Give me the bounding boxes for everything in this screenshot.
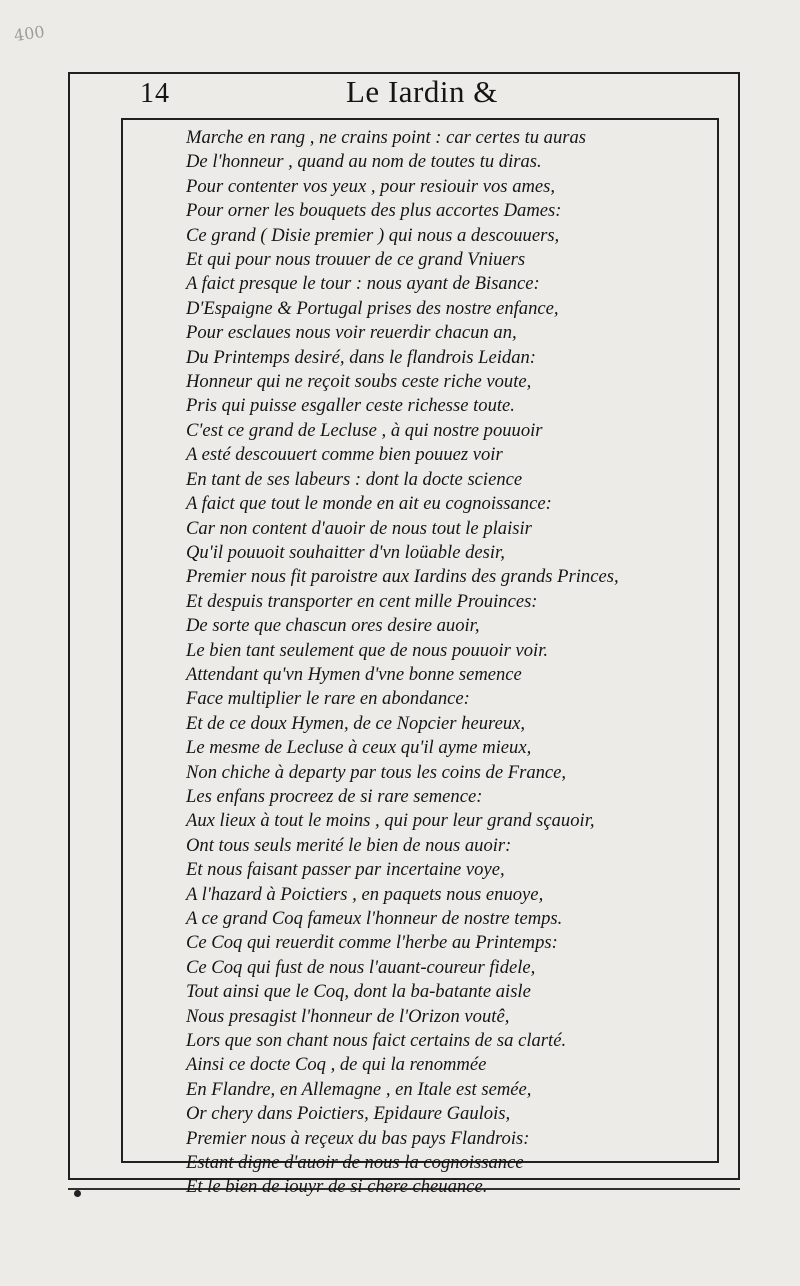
verse-line: Le mesme de Lecluse à ceux qu'il ayme mieux,: [186, 737, 532, 759]
verse-line: En tant de ses labeurs : dont la docte science: [186, 468, 523, 490]
verse-line: Ainsi ce docte Coq , de qui la renommée: [186, 1054, 487, 1076]
page-number: 14: [140, 78, 170, 109]
verse-line: A ce grand Coq fameux l'honneur de nostre temps.: [186, 908, 563, 929]
verse-line: Pris qui puisse esgaller ceste richesse toute.: [186, 395, 515, 417]
verse-line: Or chery dans Poictiers, Epidaure Gaulois,: [186, 1103, 511, 1125]
verse-line: De sorte que chascun ores desire auoir,: [186, 615, 480, 637]
verse-line: Face multiplier le rare en abondance:: [186, 688, 470, 710]
verse-block: [186, 126, 706, 1200]
verse-line: A faict presque le tour : nous ayant de Bisance:: [186, 273, 540, 295]
verse-line: C'est ce grand de Lecluse , à qui nostre pouuoir: [186, 419, 543, 441]
verse-line: A l'hazard à Poictiers , en paquets nous enuoye,: [186, 883, 544, 905]
verse-line: Attendant qu'vn Hymen d'vne bonne semence: [186, 663, 522, 685]
verse-line: Ce Coq qui fust de nous l'auant-coureur fidele,: [186, 956, 536, 978]
verse-line: Qu'il pouuoit souhaitter d'vn loüable desir,: [186, 541, 505, 563]
verse-line: Et despuis transporter en cent mille Prouinces:: [186, 590, 538, 612]
verse-line: Tout ainsi que le Coq, dont la ba-batante aisle: [186, 981, 531, 1003]
verse-line: Et le bien de iouyr de si chere cheuance.: [186, 1176, 488, 1198]
verse-line: Lors que son chant nous faict certains de sa clarté.: [186, 1030, 567, 1052]
verse-line: Ce grand ( Disie premier ) qui nous a descouuers,: [186, 224, 560, 246]
verse-line: Les enfans procreez de si rare semence:: [186, 785, 483, 807]
verse-line: Du Printemps desiré, dans le flandrois Leidan:: [186, 346, 536, 368]
verse-line: Pour orner les bouquets des plus accortes Dames:: [186, 200, 562, 222]
verse-line: Marche en rang , ne crains point : car certes tu auras: [186, 127, 587, 148]
verse-line: De l'honneur , quand au nom de toutes tu diras.: [186, 151, 542, 173]
verse-line: Pour contenter vos yeux , pour resiouir vos ames,: [186, 175, 556, 197]
verse-line: A esté descouuert comme bien pouuez voir: [186, 444, 503, 466]
pencil-annotation: 400: [12, 21, 46, 46]
verse-line: Ont tous seuls merité le bien de nous auoir:: [186, 834, 512, 856]
verse-line: Honneur qui ne reçoit soubs ceste riche voute,: [186, 371, 532, 393]
verse-line: Et de ce doux Hymen, de ce Nopcier heureux,: [186, 712, 526, 734]
verse-line: Et nous faisant passer par incertaine voye,: [186, 859, 505, 881]
verse-line: Estant digne d'auoir de nous la cognoissance: [186, 1152, 524, 1174]
verse-line: Nous presagist l'honneur de l'Orizon voutê,: [186, 1005, 510, 1027]
verse-line: En Flandre, en Allemagne , en Itale est semée,: [186, 1078, 532, 1100]
verse-line: Le bien tant seulement que de nous pouuoir voir.: [186, 639, 549, 661]
verse-line: Pour esclaues nous voir reuerdir chacun an,: [186, 322, 517, 344]
verse-line: Et qui pour nous trouuer de ce grand Vniuers: [186, 249, 526, 271]
verse-line: Ce Coq qui reuerdit comme l'herbe au Printemps:: [186, 932, 558, 954]
verse-line: Aux lieux à tout le moins , qui pour leur grand sçauoir,: [186, 810, 595, 832]
verse-line: Premier nous à reçeux du bas pays Flandrois:: [186, 1127, 530, 1149]
verse-line: Premier nous fit paroistre aux Iardins des grands Princes,: [186, 566, 619, 588]
running-head: Le Iardin &: [346, 74, 498, 109]
verse-line: D'Espaigne & Portugal prises des nostre enfance,: [186, 297, 559, 319]
verse-line: A faict que tout le monde en ait eu cognoissance:: [186, 493, 552, 515]
verse-line: Car non content d'auoir de nous tout le plaisir: [186, 517, 532, 539]
ink-blot: [74, 1190, 81, 1197]
verse-line: Non chiche à departy par tous les coins de France,: [186, 761, 567, 783]
